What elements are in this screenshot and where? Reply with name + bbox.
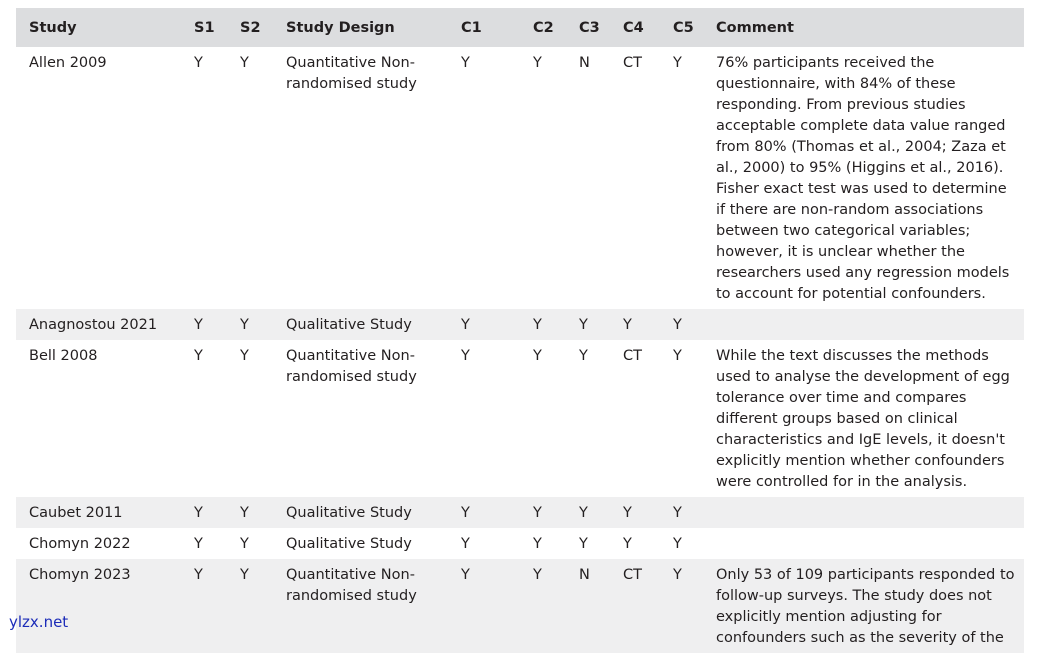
cell-study: Chomyn 2023: [29, 567, 131, 583]
header-c3: C3: [579, 20, 600, 36]
header-c2: C2: [533, 20, 554, 36]
cell-study: Anagnostou 2021: [29, 317, 158, 333]
cell-c2: Y: [533, 536, 542, 552]
header-s1: S1: [194, 20, 215, 36]
cell-c4: Y: [623, 317, 632, 333]
table-row: [16, 47, 1024, 309]
cell-c3: Y: [579, 505, 588, 521]
cell-s2: Y: [240, 536, 249, 552]
header-row: [16, 8, 1024, 47]
cell-comment: [703, 497, 1024, 528]
cell-design: Quantitative Non-randomised study: [286, 567, 417, 604]
cell-c5: Y: [673, 536, 682, 552]
cell-s1: Y: [194, 536, 203, 552]
table-row: [16, 559, 1024, 653]
cell-c3: N: [579, 55, 590, 71]
cell-design: Quantitative Non-randomised study: [286, 348, 417, 385]
cell-c1: Y: [461, 567, 470, 583]
cell-c5: Y: [673, 505, 682, 521]
header-study-design: Study Design: [286, 20, 395, 36]
cell-s2: Y: [240, 55, 249, 71]
cell-s1: Y: [194, 505, 203, 521]
cell-s2: Y: [240, 317, 249, 333]
header-c4: C4: [623, 20, 644, 36]
cell-comment: While the text discusses the methods used to analyse the development of egg tolerance over time and compares different groups based on clinical characteristics and IgE levels, it doesn't explicitly mention whether confounders were controlled for in the analysis.: [716, 348, 1010, 490]
header-study: Study: [29, 20, 77, 36]
cell-s2: Y: [240, 348, 249, 364]
cell-design: Qualitative Study: [286, 536, 412, 552]
table-row: [16, 497, 1024, 528]
cell-c1: Y: [461, 505, 470, 521]
cell-comment: [703, 528, 1024, 559]
cell-design: Quantitative Non-randomised study: [286, 55, 417, 92]
cell-c2: Y: [533, 55, 542, 71]
cell-study: Bell 2008: [29, 348, 98, 364]
cell-c4: CT: [623, 567, 642, 583]
cell-c5: Y: [673, 348, 682, 364]
cell-comment: 76% participants received the questionnaire, with 84% of these responding. From previous studies acceptable complete data value ranged from 80% (Thomas et al., 2004; Zaza et al., 2000) to 95% (Higgins et al., 2016). Fisher exact test was used to determine if there are non-random associations between two categorical variables; however, it is unclear whether the researchers used any regression models to account for potential confounders.: [716, 55, 1010, 302]
cell-c2: Y: [533, 567, 542, 583]
cell-study: Chomyn 2022: [29, 536, 131, 552]
header-s2: S2: [240, 20, 261, 36]
cell-s1: Y: [194, 348, 203, 364]
watermark: ylzx.net: [9, 613, 69, 631]
cell-c2: Y: [533, 348, 542, 364]
table: [16, 8, 1024, 653]
cell-s2: Y: [240, 505, 249, 521]
cell-s1: Y: [194, 55, 203, 71]
cell-comment: [703, 309, 1024, 340]
cell-c5: Y: [673, 567, 682, 583]
cell-c5: Y: [673, 317, 682, 333]
cell-c2: Y: [533, 317, 542, 333]
cell-design: Qualitative Study: [286, 505, 412, 521]
cell-design: Qualitative Study: [286, 317, 412, 333]
table-row: [16, 340, 1024, 497]
cell-c1: Y: [461, 536, 470, 552]
cell-s2: Y: [240, 567, 249, 583]
cell-c4: Y: [623, 505, 632, 521]
table-row: [16, 528, 1024, 559]
cell-c3: Y: [579, 317, 588, 333]
cell-c4: Y: [623, 536, 632, 552]
header-c5: C5: [673, 20, 694, 36]
cell-c5: Y: [673, 55, 682, 71]
cell-c3: N: [579, 567, 590, 583]
cell-s1: Y: [194, 567, 203, 583]
table-row: [16, 309, 1024, 340]
cell-s1: Y: [194, 317, 203, 333]
cell-c1: Y: [461, 55, 470, 71]
cell-c1: Y: [461, 348, 470, 364]
cell-c4: CT: [623, 348, 642, 364]
cell-study: Caubet 2011: [29, 505, 123, 521]
cell-c1: Y: [461, 317, 470, 333]
cell-comment: Only 53 of 109 participants responded to follow-up surveys. The study does not explicitly mention adjusting for confounders such as the severity of the: [716, 567, 1015, 646]
header-c1: C1: [461, 20, 482, 36]
cell-study: Allen 2009: [29, 55, 107, 71]
cell-c4: CT: [623, 55, 642, 71]
header-comment: Comment: [716, 20, 794, 36]
quality-assessment-table: [16, 8, 1024, 653]
cell-c3: Y: [579, 348, 588, 364]
cell-c2: Y: [533, 505, 542, 521]
cell-c3: Y: [579, 536, 588, 552]
